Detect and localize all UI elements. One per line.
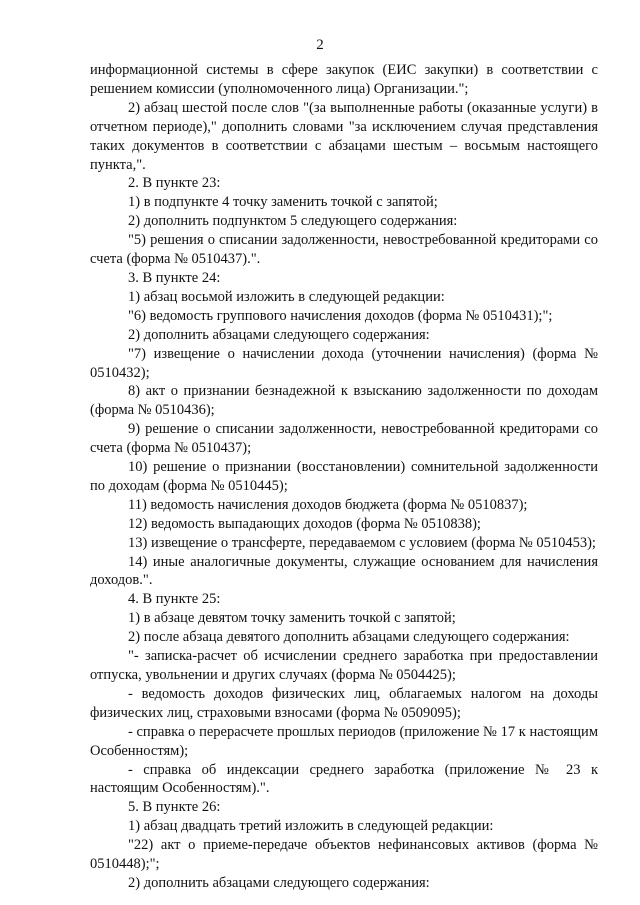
paragraph: 13) извещение о трансферте, передаваемом с условием (форма № 0510453); — [128, 534, 596, 551]
paragraph: "6) ведомость группового начисления доходов (форма № 0510431);"; — [128, 307, 553, 324]
section-heading: 3. В пункте 24: — [128, 269, 221, 286]
document-body — [90, 61, 598, 893]
paragraph: 1) абзац двадцать третий изложить в следующей редакции: — [128, 818, 494, 835]
paragraph: 8) акт о признании безнадежной к взысканию задолженности по доходам (форма № 0510436); — [90, 383, 598, 419]
section-heading: 5. В пункте 26: — [128, 799, 221, 816]
paragraph: "5) решения о списании задолженности, невостребованной кредиторами со счета (форма № 0510437).". — [90, 232, 598, 268]
paragraph: "- записка-расчет об исчислении среднего заработка при предоставлении отпуска, увольнении и других случаях (форма № 0504425); — [90, 648, 598, 683]
paragraph: 1) в абзаце девятом точку заменить точкой с запятой; — [128, 610, 456, 627]
paragraph: 2) дополнить абзацами следующего содержания: — [128, 326, 430, 343]
paragraph: - справка об индексации среднего заработка (приложение № 23 к настоящим Особенностям).". — [90, 761, 598, 797]
page-number: 2 — [316, 37, 324, 53]
paragraph: 14) иные аналогичные документы, служащие основанием для начисления доходов.". — [90, 553, 598, 589]
paragraph: 10) решение о признании (восстановлении) сомнительной задолженности по доходам (форма № 0510445); — [90, 459, 598, 494]
paragraph: информационной системы в сфере закупок (ЕИС закупки) в соответствии с решением комиссии (уполномоченного лица) Организации."; — [90, 62, 598, 97]
paragraph: 2) дополнить подпунктом 5 следующего содержания: — [128, 213, 458, 230]
section-heading: 2. В пункте 23: — [128, 175, 221, 192]
paragraph: "7) извещение о начислении дохода (уточнении начисления) (форма № 0510432); — [90, 345, 598, 381]
paragraph: 1) абзац восьмой изложить в следующей редакции: — [128, 288, 445, 305]
paragraph: 2) после абзаца девятого дополнить абзацами следующего содержания: — [128, 629, 570, 646]
paragraph: "22) акт о приеме-передаче объектов нефинансовых активов (форма № 0510448);"; — [90, 837, 598, 873]
paragraph: 2) дополнить абзацами следующего содержания: — [128, 874, 430, 891]
paragraph: - ведомость доходов физических лиц, облагаемых налогом на доходы физических лиц, страховыми взносами (форма № 0509095); — [90, 685, 598, 721]
paragraph: 2) абзац шестой после слов "(за выполненные работы (оказанные услуги) в отчетном периоде)," дополнить словами "за исключением случая представления таких документов в соответствии с абзацами шестым – восьмым настоящего пункта,". — [90, 99, 598, 173]
paragraph: - справка о перерасчете прошлых периодов (приложение № 17 к настоящим Особенностям); — [90, 723, 598, 759]
paragraph: 9) решение о списании задолженности, невостребованной кредиторами со счета (форма № 0510437); — [90, 421, 598, 457]
paragraph: 1) в подпункте 4 точку заменить точкой с запятой; — [128, 194, 438, 211]
paragraph: 12) ведомость выпадающих доходов (форма № 0510838); — [128, 515, 481, 532]
paragraph: 11) ведомость начисления доходов бюджета (форма № 0510837); — [128, 496, 528, 513]
section-heading: 4. В пункте 25: — [128, 591, 221, 608]
